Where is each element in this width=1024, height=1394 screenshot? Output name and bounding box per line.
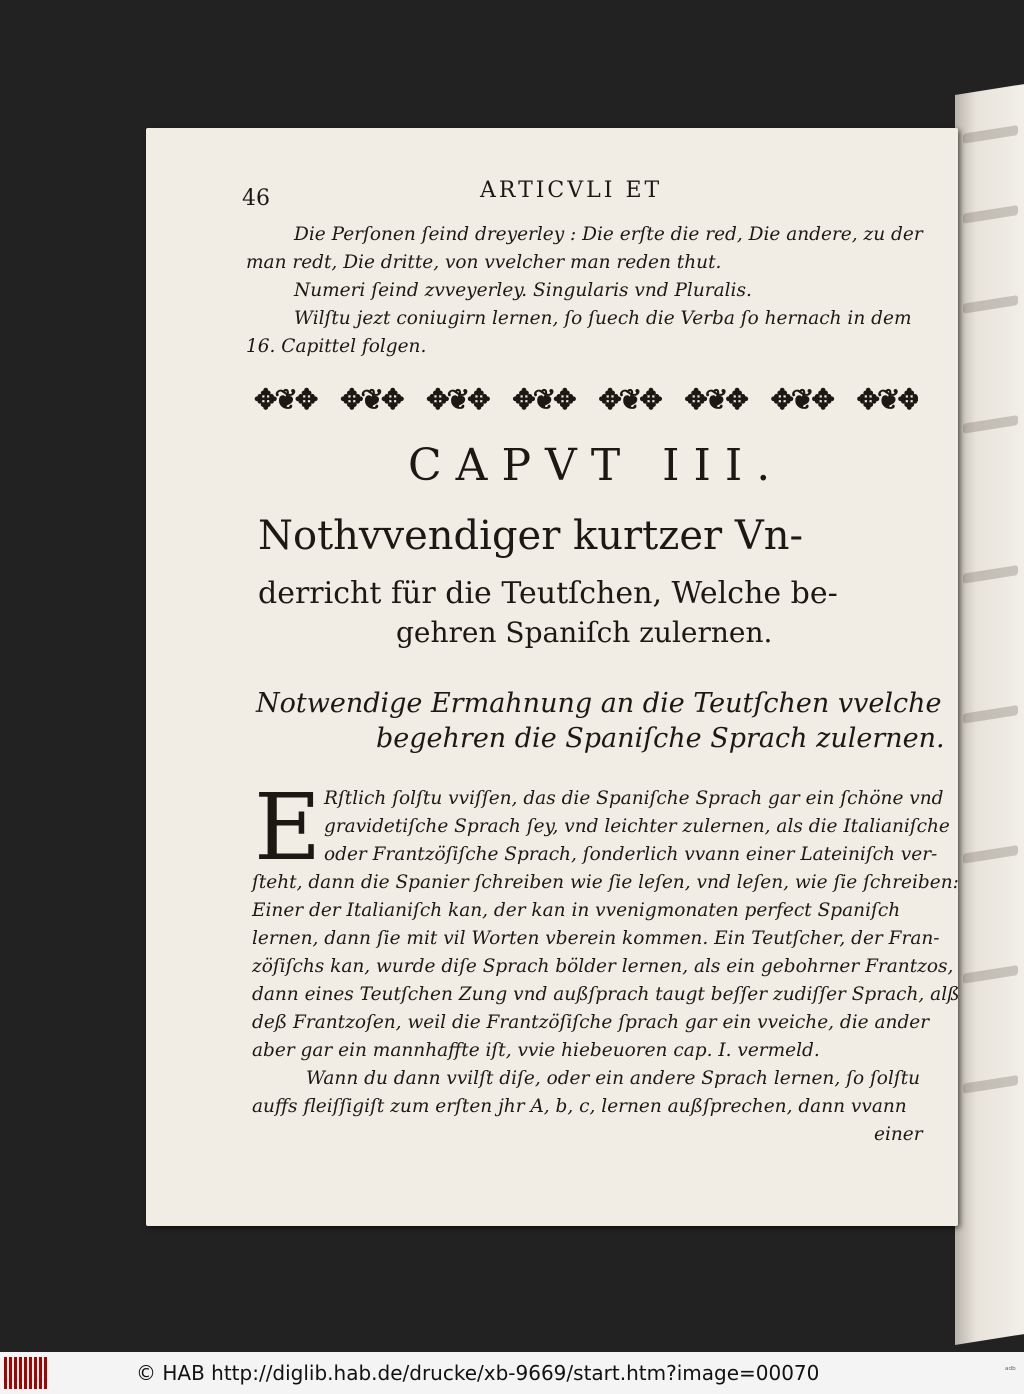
facing-page-text-fragment <box>963 205 1018 224</box>
catchword: einer <box>874 1124 923 1145</box>
body-line: zöſiſchs kan, wurde diſe Sprach bölder lernen, als ein gebohrner Frantzos, <box>252 956 954 977</box>
running-head: ARTICVLI ET <box>480 178 663 203</box>
source-credit-link[interactable]: © HAB http://diglib.hab.de/drucke/xb-9669/start.htm?image=00070 <box>136 1361 820 1385</box>
body-line: Wann du dann vvilſt diſe, oder ein andere Sprach lernen, ſo ſolſtu <box>306 1068 921 1089</box>
body-line: auffs fleiſſigiſt zum erſten jhr A, b, c, lernen außſprechen, dann vvann <box>252 1096 907 1117</box>
heading-line: derricht für die Teutſchen, Welche be- <box>258 576 838 611</box>
facing-page-text-fragment <box>963 705 1018 724</box>
top-line: Numeri ſeind zvveyerley. Singularis vnd Pluralis. <box>294 280 752 301</box>
facing-page-text-fragment <box>963 965 1018 984</box>
ornament-icon: ✥❦✥ <box>598 383 660 416</box>
ornament-divider <box>254 376 918 424</box>
facing-page-text-fragment <box>963 125 1018 144</box>
top-line: Die Perſonen ſeind dreyerley : Die erſte die red, Die andere, zu der <box>294 224 923 245</box>
body-line: gravidetiſche Sprach ſey, vnd leichter zulernen, als die Italianiſche <box>324 816 950 837</box>
top-line: man redt, Die dritte, von vvelcher man reden thut. <box>246 252 722 273</box>
ornament-icon: ✥❦✥ <box>340 383 402 416</box>
top-line: 16. Capittel folgen. <box>246 336 427 357</box>
body-line: Einer der Italianiſch kan, der kan in vvenigmonaten perfect Spaniſch <box>252 900 901 921</box>
ornament-icon: ✥❦✥ <box>512 383 574 416</box>
top-line: Wilſtu jezt coniugirn lernen, ſo ſuech die Verba ſo hernach in dem <box>294 308 912 329</box>
ornament-icon: ✥❦✥ <box>254 383 316 416</box>
body-line: ſteht, dann die Spanier ſchreiben wie ſie leſen, vnd leſen, wie ſie ſchreiben: <box>252 872 959 893</box>
page-number: 46 <box>242 186 270 211</box>
body-line: Rſtlich ſolſtu vviſſen, das die Spaniſche Sprach gar ein ſchöne vnd <box>324 788 944 809</box>
heading-line: Nothvvendiger kurtzer Vn- <box>258 513 803 559</box>
subheading-line: Notwendige Ermahnung an die Teutſchen vvelche <box>256 688 942 719</box>
facing-page-text-fragment <box>963 1075 1018 1094</box>
viewer-footer <box>0 1352 1024 1394</box>
ornament-icon: ✥❦✥ <box>426 383 488 416</box>
body-line: deß Frantzoſen, weil die Frantzöſiſche ſprach gar ein vveiche, die ander <box>252 1012 930 1033</box>
book-page <box>146 128 958 1226</box>
ornament-icon: ✥❦✥ <box>770 383 832 416</box>
chapter-title: CAPVT III. <box>408 440 785 491</box>
facing-page-text-fragment <box>963 845 1018 864</box>
subheading-line: begehren die Spaniſche Sprach zulernen. <box>376 723 945 754</box>
body-line: oder Frantzöſiſche Sprach, ſonderlich vvann einer Lateiniſch ver- <box>324 844 938 865</box>
heading-line: gehren Spaniſch zulernen. <box>396 616 773 649</box>
drop-cap: E <box>254 774 322 881</box>
ornament-icon: ✥❦✥ <box>856 383 918 416</box>
footer-code: ᵃᵈᵇ <box>1004 1366 1016 1376</box>
facing-page-text-fragment <box>963 565 1018 584</box>
ornament-icon: ✥❦✥ <box>684 383 746 416</box>
body-line: aber gar ein mannhaffte iſt, vvie hiebeuoren cap. I. vermeld. <box>252 1040 820 1061</box>
body-line: lernen, dann ſie mit vil Worten vberein kommen. Ein Teutſcher, der Fran- <box>252 928 940 949</box>
hab-logo-icon <box>4 1357 48 1389</box>
body-line: dann eines Teutſchen Zung vnd außſprach taugt beſſer zudiſſer Sprach, alß <box>252 984 960 1005</box>
facing-page-text-fragment <box>963 415 1018 434</box>
facing-page-text-fragment <box>963 295 1018 314</box>
facing-page-edge <box>955 84 1024 1345</box>
